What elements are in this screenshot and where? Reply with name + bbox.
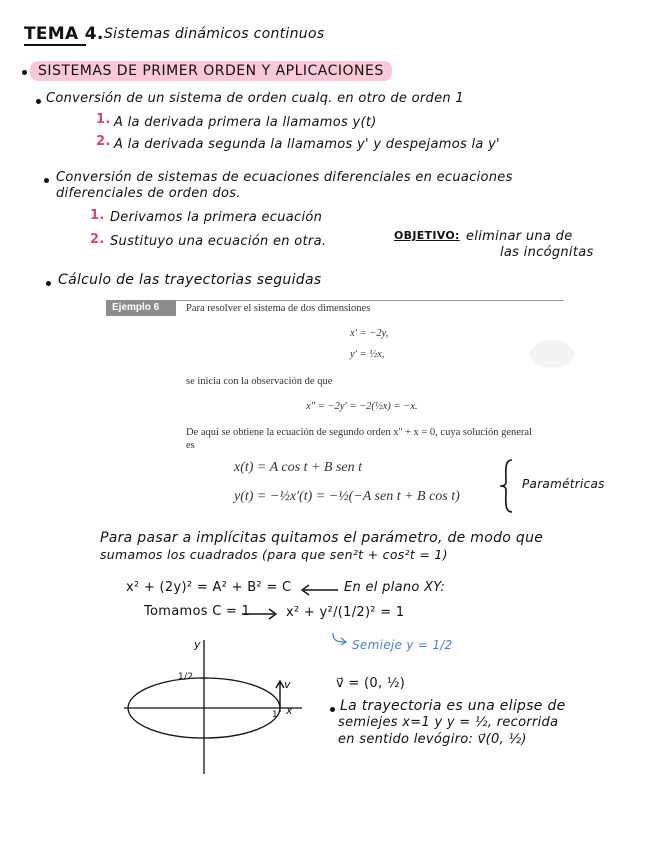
implicit-eq2: x² + y²/(1/2)² = 1	[286, 605, 405, 620]
example-intro: Para resolver el sistema de dos dimensiones	[186, 303, 371, 314]
tema-label: TEMA 4.	[24, 24, 104, 44]
note-step1: Derivamos la primera ecuación	[110, 210, 323, 225]
bullet	[36, 99, 41, 104]
item-number: 2.	[96, 134, 111, 149]
bullet	[46, 281, 51, 286]
example-eq2: y' = ½x,	[350, 349, 385, 360]
bullet	[44, 178, 49, 183]
brace-icon	[498, 458, 520, 514]
curved-arrow-icon	[330, 632, 348, 646]
example-observation: se inicia con la observación de que	[186, 376, 333, 387]
implicit-plane-note: En el plano XY:	[344, 580, 446, 595]
solution-x: x(t) = A cos t + B sen t	[234, 460, 363, 475]
note-item2: A la derivada segunda la llamamos y' y despejamos la y'	[114, 137, 500, 152]
graph-x-label: x	[286, 704, 293, 717]
graph-tick-half-label: 1/2	[178, 672, 194, 682]
implicit-line2: sumamos los cuadrados (para que sen²t + cos²t = 1)	[100, 547, 448, 562]
semieje-note: Semieje y = 1/2	[352, 638, 453, 652]
objetivo-line2: las incógnitas	[500, 245, 594, 260]
bullet	[22, 70, 27, 75]
bullet	[330, 707, 335, 712]
graph-tick-one-label: 1	[272, 710, 279, 720]
note-step2: Sustituyo una ecuación en otra.	[110, 234, 327, 249]
objetivo-label: OBJETIVO:	[394, 229, 460, 242]
example-eq1: x' = −2y,	[350, 328, 389, 339]
parametric-label: Paramétricas	[522, 477, 605, 491]
note-trajectories: Cálculo de las trayectorias seguidas	[58, 272, 322, 288]
objetivo-line1: eliminar una de	[466, 229, 573, 244]
note-conversion: Conversión de un sistema de orden cualq. en otro de orden 1	[46, 91, 464, 106]
step-number: 2.	[90, 232, 105, 247]
velocity-value: v⃗ = (0, ½)	[336, 676, 406, 691]
arrow-right-icon	[240, 608, 278, 620]
title-underline	[24, 44, 86, 46]
conclusion-line1: La trayectoria es una elipse de	[340, 698, 566, 714]
graph-v-label: v	[284, 678, 291, 691]
note-systems-line2: diferenciales de orden dos.	[56, 186, 241, 201]
conclusion-line2: semiejes x=1 y y = ½, recorrida	[338, 715, 559, 730]
conclusion-line3: en sentido levógiro: v⃗(0, ½)	[338, 732, 527, 747]
note-item1: A la derivada primera la llamamos y(t)	[114, 115, 377, 130]
note-systems-line1: Conversión de sistemas de ecuaciones diferenciales en ecuaciones	[56, 170, 513, 185]
section-header: SISTEMAS DE PRIMER ORDEN Y APLICACIONES	[30, 61, 392, 81]
title-subject: Sistemas dinámicos continuos	[104, 26, 325, 42]
ellipse-graph	[118, 636, 308, 778]
example-second-order-2: es	[186, 440, 195, 451]
implicit-line1: Para pasar a implícitas quitamos el parámetro, de modo que	[100, 530, 544, 546]
tomamos: Tomamos C = 1	[144, 604, 251, 619]
solution-y: y(t) = −½x'(t) = −½(−A sen t + B cos t)	[234, 489, 460, 504]
smudge	[530, 340, 574, 368]
item-number: 1.	[96, 112, 111, 127]
example-badge: Ejemplo 6	[106, 300, 176, 316]
example-eq3: x'' = −2y' = −2(½x) = −x.	[306, 401, 418, 412]
graph-y-label: y	[194, 638, 201, 651]
step-number: 1.	[90, 208, 105, 223]
arrow-left-icon	[300, 584, 340, 596]
example-second-order-1: De aquí se obtiene la ecuación de segundo orden x'' + x = 0, cuya solución general	[186, 427, 532, 438]
implicit-eq1: x² + (2y)² = A² + B² = C	[126, 580, 292, 595]
